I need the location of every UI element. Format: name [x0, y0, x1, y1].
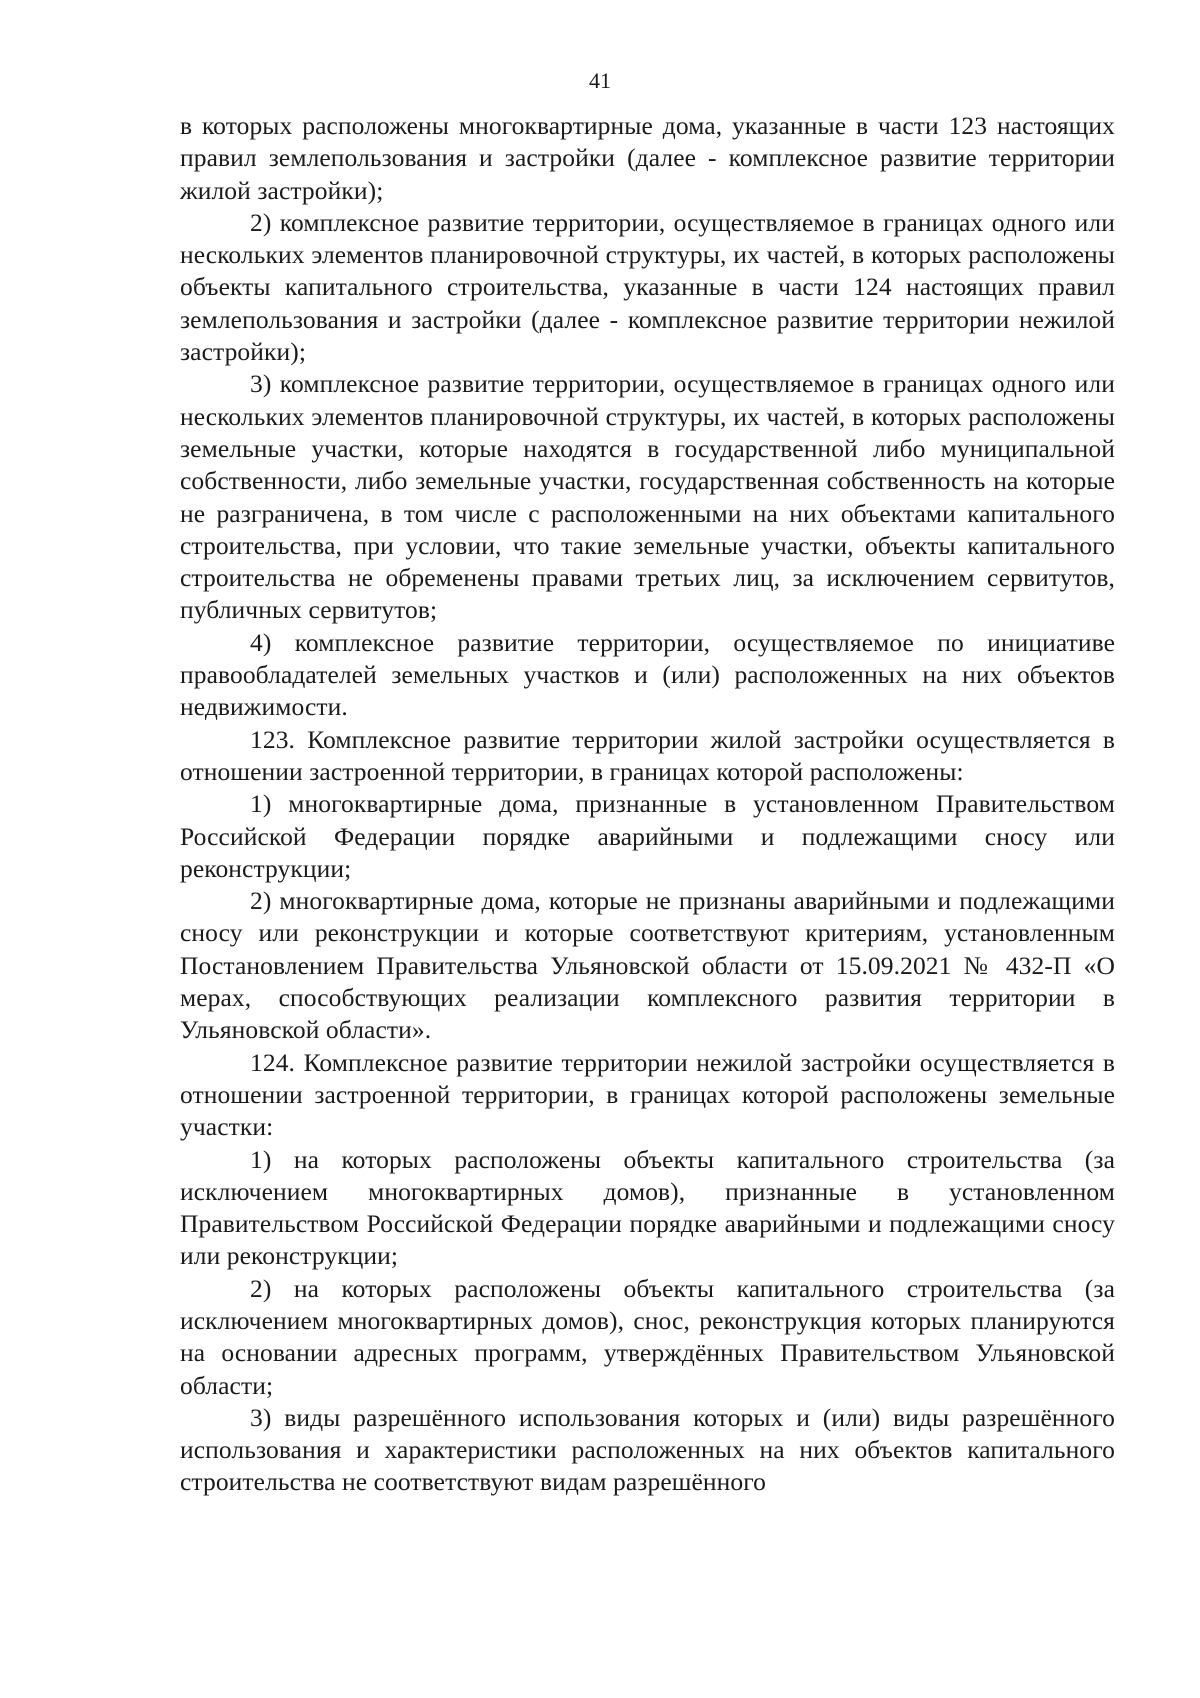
paragraph-124-item-3: 3) виды разрешённого использования которых и (или) виды разрешённого использования и характеристики расположенных на них объектов капитального строительства не соответствуют видам разрешённого — [180, 1402, 1115, 1497]
page-number: 41 — [589, 68, 611, 93]
paragraph-item-2-non-residential: 2) комплексное развитие территории, осуществляемое в границах одного или нескольких элементов планировочной структуры, их частей, в которых расположены объекты капитального строительства, указанные в части 124 настоящих правил землепользования и застройки (далее - комплексное развитие территории нежилой застройки); — [180, 207, 1115, 367]
paragraph-section-123: 123. Комплексное развитие территории жилой застройки осуществляется в отношении застроенной территории, в границах которой расположены: — [180, 724, 1115, 786]
paragraph-item-4-initiative: 4) комплексное развитие территории, осуществляемое по инициативе правообладателей земельных участков и (или) расположенных на них объектов недвижимости. — [180, 627, 1115, 722]
paragraph-124-item-1: 1) на которых расположены объекты капитального строительства (за исключением многоквартирных домов), признанные в установленном Правительством Российской Федерации порядке аварийными и подлежащими сносу или реконструкции; — [180, 1144, 1115, 1271]
paragraph-123-item-1: 1) многоквартирные дома, признанные в установленном Правительством Российской Федерации порядке аварийными и подлежащими сносу или реконструкции; — [180, 789, 1115, 883]
paragraph-124-item-2: 2) на которых расположены объекты капитального строительства (за исключением многоквартирных домов), снос, реконструкция которых планируются на основании адресных программ, утверждённых Правительством Ульяновской области; — [180, 1273, 1115, 1400]
paragraph-123-item-2: 2) многоквартирные дома, которые не признаны аварийными и подлежащими сносу или реконструкции и которые соответствуют критериям, установленным Постановлением Правительства Ульяновской области от 15.09.2021 № 432-П «О мерах, способствующих реализации комплексного развития территории в Ульяновской области». — [180, 886, 1115, 1045]
paragraph-item-3-public-land: 3) комплексное развитие территории, осуществляемое в границах одного или нескольких элементов планировочной структуры, их частей, в которых расположены земельные участки, которые находятся в государственной либо муниципальной собственности, либо земельные участки, государственная собственность на которые не разграничена, в том числе с расположенными на них объектами капитального строительства, при условии, что такие земельные участки, объекты капитального строительства не обременены правами третьих лиц, за исключением сервитутов, публичных сервитутов; — [180, 369, 1115, 625]
paragraph-continuation: в которых расположены многоквартирные дома, указанные в части 123 настоящих правил землепользования и застройки (далее - комплексное развитие территории жилой застройки); — [180, 111, 1115, 205]
document-body — [180, 110, 1115, 1499]
paragraph-section-124: 124. Комплексное развитие территории нежилой застройки осуществляется в отношении застроенной территории, в границах которой расположены земельные участки: — [180, 1047, 1115, 1142]
